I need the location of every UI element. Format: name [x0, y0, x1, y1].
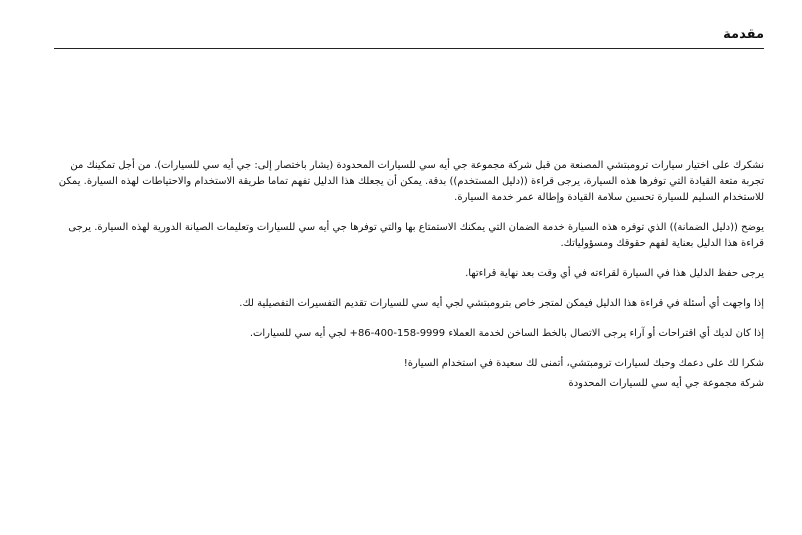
paragraph-closing: شكرا لك على دعمك وحبك لسيارات ترومبتشي، أتمنى لك سعيدة في استخدام السيارة! [403, 358, 764, 369]
paragraph-questions: إذا واجهت أي أسئلة في قراءة هذا الدليل فيمكن لمتجر خاص بترومبتشي لجي أيه سي للسيارات تقديم التفسيرات التفصيلية لك. [239, 298, 764, 309]
paragraph-warranty: يوضح ((دليل الضمانة)) الذي توفره هذه السيارة خدمة الضمان التي يمكنك الاستمتاع بها والتي توفرها جي أيه سي للسيارات وتعليمات الصيانة الدورية لهذه السيارة. يرجى قراءة هذا الدليل بعناية لفهم حقوقك ومسؤولياتك. [68, 222, 764, 249]
page-title: مقدمة [723, 27, 764, 42]
introduction-body [54, 158, 764, 406]
paragraph-thanks: نشكرك على اختيار سيارات ترومبتشي المصنعة من قبل شركة مجموعة جي أيه سي للسيارات المحدودة (يشار باختصار إلى: جي أيه سي للسيارات). من أجل تمكينك من تجربة متعة القيادة التي توفرها هذه السيارة، يرجى قراءة ((دليل المستخدم)) بدقة. يمكن أن يجعلك هذا الدليل تفهم تماما طريقة الاستخدام والاحتياطات لهذه السيارة. يمكن للاستخدام السليم للسيارة تحسين سلامة القيادة وإطالة عمر خدمة السيارة. [58, 160, 764, 203]
paragraph-keep-manual: يرجى حفظ الدليل هذا في السيارة لقراءته في أي وقت بعد نهاية قراءتها. [465, 268, 764, 279]
paragraph-signature: شركة مجموعة جي أيه سي للسيارات المحدودة [568, 378, 764, 389]
header-divider [54, 48, 764, 49]
paragraph-hotline: إذا كان لديك أي اقتراحات أو آراء يرجى الاتصال بالخط الساخن لخدمة العملاء 9999-158-400-86+ لجي أيه سي للسيارات. [249, 328, 764, 339]
